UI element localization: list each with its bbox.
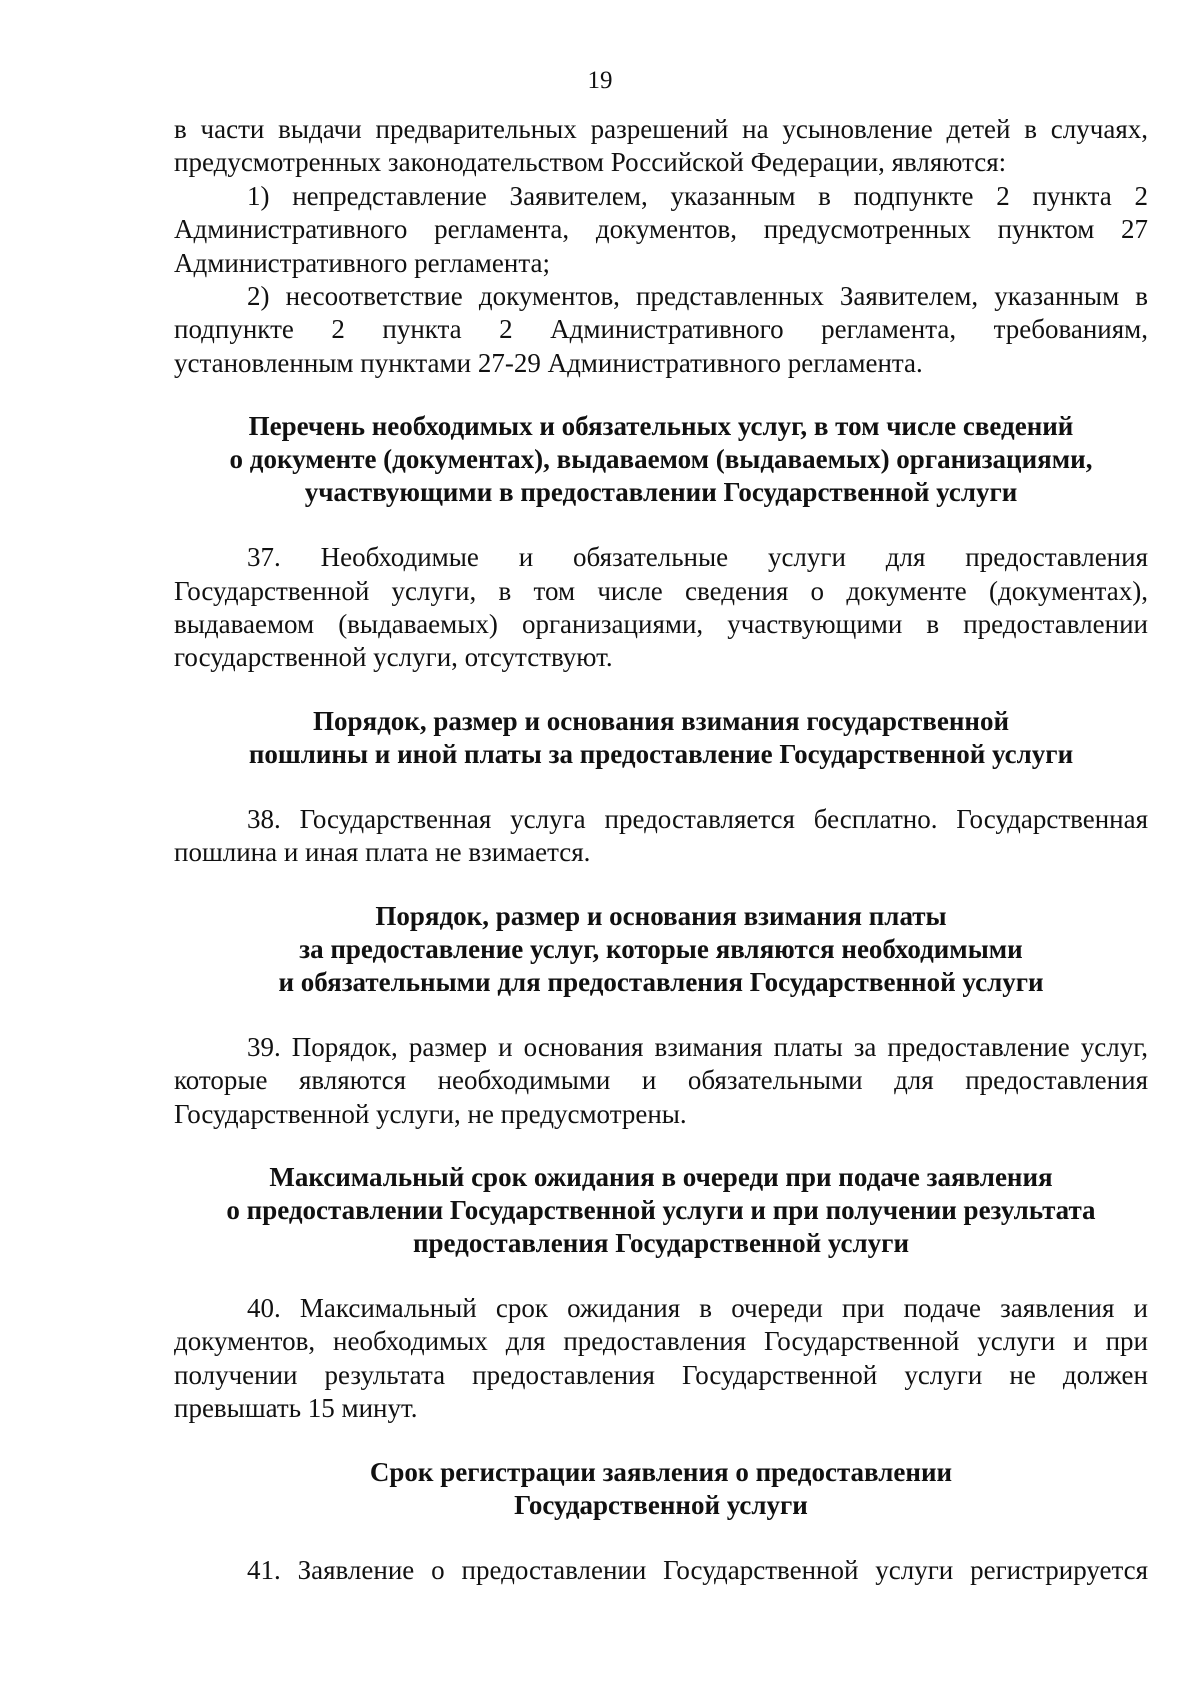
- paragraph-41: 41. Заявление о предоставлении Государственной услуги регистрируется: [247, 1554, 1148, 1585]
- section-heading-1-line-2: о документе (документах), выдаваемом (выдаваемых) организациями,: [229, 444, 1093, 475]
- section-heading-3: [174, 900, 1148, 999]
- intro-line-2: предусмотренных законодательством Российской Федерации, являются:: [174, 147, 1007, 178]
- list-item-1: 1) непредставление Заявителем, указанным в подпункте 2 пункта 2 Административного регламента, документов, предусмотренных пунктом 27 Административного регламента;: [174, 180, 1148, 278]
- section-heading-3-line-2: за предоставление услуг, которые являются необходимыми: [299, 933, 1023, 964]
- section-heading-2-line-2: пошлины и иной платы за предоставление Государственной услуги: [248, 738, 1074, 769]
- section-heading-4: [174, 1161, 1148, 1260]
- section-heading-4-line-2: о предоставлении Государственной услуги и при получении результата: [226, 1194, 1096, 1225]
- section-heading-4-line-1: Максимальный срок ожидания в очереди при подаче заявления: [269, 1161, 1053, 1192]
- section-heading-3-line-1: Порядок, размер и основания взимания платы: [375, 900, 947, 931]
- section-heading-5: [174, 1456, 1148, 1522]
- paragraph-40: 40. Максимальный срок ожидания в очереди при подаче заявления и документов, необходимых для предоставления Государственной услуги и при получении результата предоставления Государственной услуги не должен превышать 15 минут.: [174, 1292, 1148, 1424]
- document-body: [174, 113, 1148, 1587]
- paragraph-37: 37. Необходимые и обязательные услуги для предоставления Государственной услуги, в том числе сведения о документе (документах), выдаваемом (выдаваемых) организациями, участвующими в предоставлении государственной услуги, отсутствуют.: [174, 542, 1148, 673]
- paragraph-39: 39. Порядок, размер и основания взимания платы за предоставление услуг, которые являются необходимыми и обязательными для предоставления Государственной услуги, не предусмотрены.: [174, 1031, 1148, 1129]
- section-heading-2: [174, 705, 1148, 771]
- section-heading-5-line-2: Государственной услуги: [514, 1489, 808, 1520]
- section-heading-2-line-1: Порядок, размер и основания взимания государственной: [312, 705, 1010, 736]
- section-heading-1-line-1: Перечень необходимых и обязательных услуг, в том числе сведений: [248, 411, 1074, 442]
- page-number: 19: [587, 67, 613, 94]
- intro-line-1: в части выдачи предварительных разрешений на усыновление детей в случаях,: [174, 114, 1148, 144]
- section-heading-3-line-3: и обязательными для предоставления Государственной услуги: [278, 966, 1044, 997]
- section-heading-4-line-3: предоставления Государственной услуги: [412, 1227, 910, 1258]
- paragraph-38: 38. Государственная услуга предоставляется бесплатно. Государственная пошлина и иная плата не взимается.: [174, 803, 1148, 868]
- list-item-2: 2) несоответствие документов, представленных Заявителем, указанным в подпункте 2 пункта 2 Административного регламента, требованиям, установленным пунктами 27-29 Административного регламента.: [174, 281, 1148, 378]
- section-heading-1-line-3: участвующими в предоставлении Государственной услуги: [304, 477, 1018, 508]
- section-heading-1: [174, 410, 1148, 509]
- section-heading-5-line-1: Срок регистрации заявления о предоставлении: [369, 1456, 953, 1487]
